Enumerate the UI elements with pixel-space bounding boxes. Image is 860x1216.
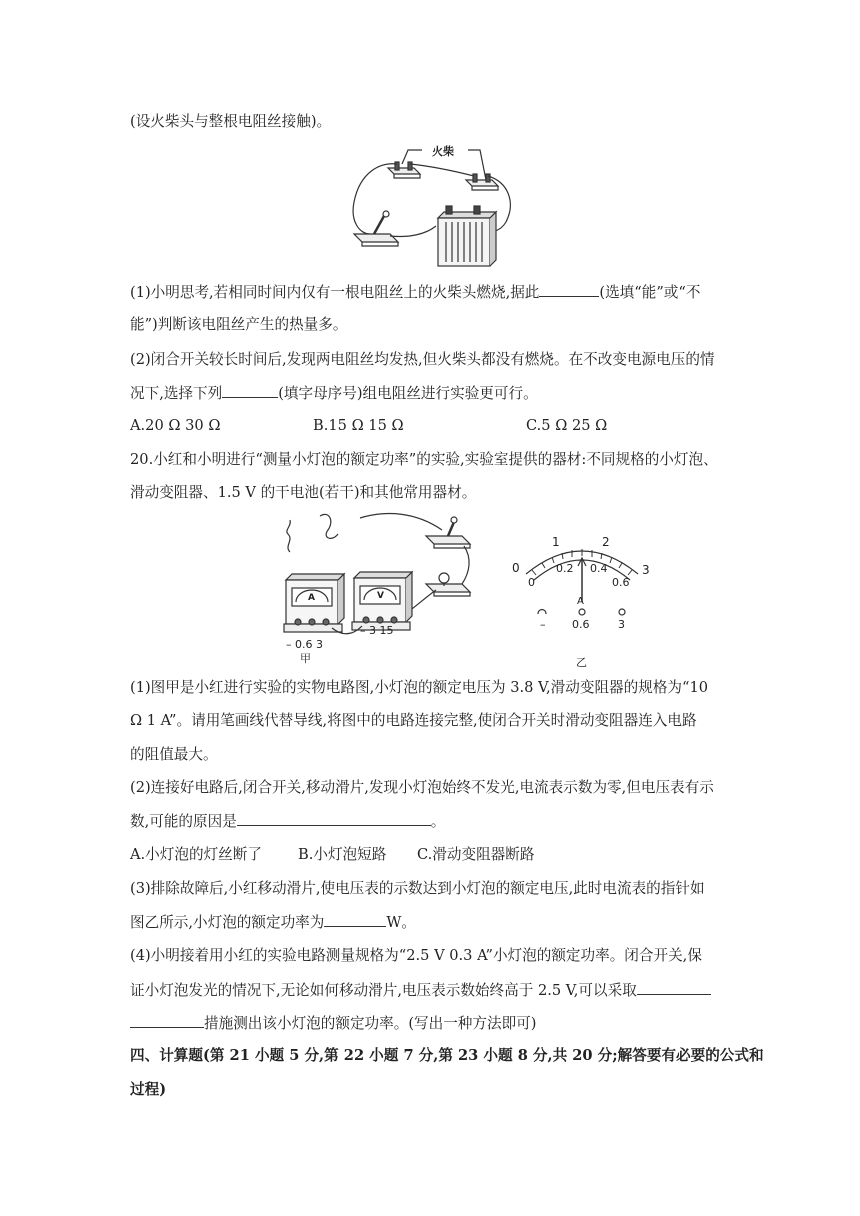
question-line [130,811,730,832]
caption-yi: 乙 [576,656,587,669]
section-heading: 四、计算题(第 21 小题 5 分,第 22 小题 7 分,第 23 小题 8 分,共 20 分;解答要有必要的公式和 [130,1047,764,1064]
question-line [130,1013,730,1034]
text-segment: 况下,选择下列 [130,385,223,402]
text-segment: (1)小明思考,若相同时间内仅有一根电阻丝上的火柴头燃烧,据此 [130,284,540,301]
dial-outer-3: 3 [642,563,650,577]
ammeter-letter: A [308,593,315,603]
meter-letter: A [577,596,584,607]
text-segment: 。 [430,813,446,830]
dial-outer-0: 0 [512,561,520,575]
section-heading: 过程) [130,1081,167,1098]
text-segment: 数,可能的原因是 [130,813,237,830]
answer-blank[interactable] [324,912,386,927]
meter-terminal-minus: – [540,618,546,631]
answer-blank[interactable] [130,1013,204,1028]
option-c: C.滑动变阻器断路 [417,846,535,863]
question-line: 的阻值最大。 [130,746,218,763]
question-line [130,282,730,303]
option-a: A.小灯泡的灯丝断了 [130,846,262,863]
dial-inner-0-2: 0.2 [556,562,574,575]
question-line [130,980,730,1001]
question-line [130,912,730,933]
question-line: (3)排除故障后,小红移动滑片,使电压表的示数达到小灯泡的额定电压,此时电流表的指针如 [130,880,705,897]
option-b: B.15 Ω 15 Ω [313,417,404,434]
question-line: 能”)判断该电阻丝产生的热量多。 [130,316,348,333]
meter-terminal-3: 3 [618,618,625,631]
dial-inner-0-6: 0.6 [612,576,630,589]
question-line: (1)图甲是小红进行实验的实物电路图,小灯泡的额定电压为 3.8 V,滑动变阻器的规格为“10 [130,679,709,696]
experiment-figure [276,508,666,670]
match-label: 火柴 [432,145,454,158]
caption-jia: 甲 [300,652,311,665]
question-line: 滑动变阻器、1.5 V 的干电池(若干)和其他常用器材。 [130,484,477,501]
dial-inner-0: 0 [528,576,535,589]
question-line: Ω 1 A”。请用笔画线代替导线,将图中的电路连接完整,使闭合开关时滑动变阻器连入电路 [130,712,697,729]
match-circuit-figure [340,142,520,272]
question-line: (4)小明接着用小红的实验电路测量规格为“2.5 V 0.3 A”小灯泡的额定功率。闭合开关,保 [130,947,702,964]
dial-outer-2: 2 [602,535,610,549]
text-segment: 证小灯泡发光的情况下,无论如何移动滑片,电压表示数始终高于 2.5 V,可以采取 [130,982,637,999]
voltmeter-terminals: – 3 15 [360,624,394,637]
dial-outer-1: 1 [552,535,560,549]
answer-blank[interactable] [637,980,711,995]
question-line: (2)闭合开关较长时间后,发现两电阻丝均发热,但火柴头都没有燃烧。在不改变电源电压的情 [130,351,715,368]
text-segment: (填字母序号)组电阻丝进行实验更可行。 [278,385,538,402]
text-segment: 措施测出该小灯泡的额定功率。(写出一种方法即可) [204,1015,537,1032]
question-line: (2)连接好电路后,闭合开关,移动滑片,发现小灯泡始终不发光,电流表示数为零,但电压表有示 [130,779,714,796]
dial-inner-0-4: 0.4 [590,562,608,575]
question-line [130,383,730,404]
option-c: C.5 Ω 25 Ω [526,417,608,434]
answer-blank[interactable] [222,383,278,398]
text-line: (设火柴头与整根电阻丝接触)。 [130,113,332,130]
text-segment: W。 [386,914,416,931]
ammeter-terminals: – 0.6 3 [286,638,323,651]
text-segment: 图乙所示,小灯泡的额定功率为 [130,914,325,931]
question-line: 20.小红和小明进行“测量小灯泡的额定功率”的实验,实验室提供的器材:不同规格的小灯泡、 [130,451,718,468]
answer-blank[interactable] [539,282,599,297]
meter-terminal-0-6: 0.6 [572,618,590,631]
answer-blank[interactable] [237,811,431,826]
option-a: A.20 Ω 30 Ω [130,417,221,434]
option-b: B.小灯泡短路 [298,846,387,863]
text-segment: (选填“能”或“不 [599,284,701,301]
voltmeter-letter: V [377,591,384,601]
